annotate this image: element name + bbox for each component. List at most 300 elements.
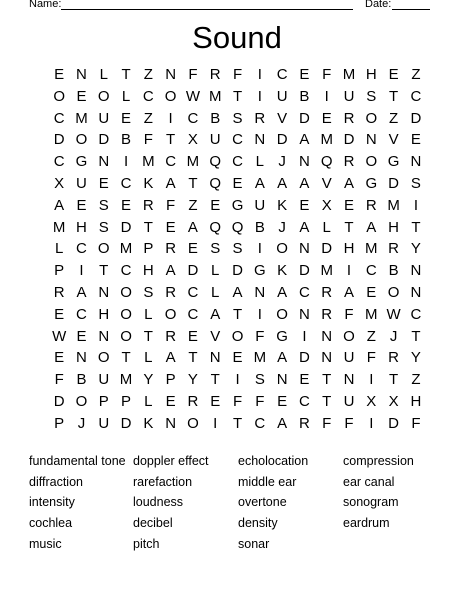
grid-letter: R [254, 109, 266, 127]
grid-letter: Q [231, 218, 244, 236]
grid-letter: T [143, 327, 153, 345]
grid-letter: X [187, 131, 198, 149]
word-list-item: eardrum [343, 516, 390, 531]
grid-letter: S [366, 87, 377, 105]
grid-letter: W [52, 327, 67, 345]
grid-letter: B [388, 262, 399, 280]
grid-letter: R [187, 392, 199, 410]
grid-letter: I [257, 87, 262, 105]
grid-letter: C [232, 153, 243, 171]
worksheet-header [0, 0, 474, 14]
grid-letter: A [299, 174, 310, 192]
grid-letter: U [209, 131, 221, 149]
grid-letter: I [213, 414, 218, 432]
grid-letter: R [321, 283, 333, 301]
word-list-item: fundamental tone [29, 454, 126, 468]
grid-letter: Q [320, 153, 333, 171]
grid-letter: I [346, 262, 352, 280]
grid-letter: F [232, 392, 243, 410]
grid-letter: T [344, 218, 354, 236]
grid-letter: R [388, 349, 400, 367]
grid-letter: C [187, 109, 199, 127]
grid-letter: Z [411, 66, 421, 83]
grid-letter: L [121, 87, 131, 105]
grid-letter: T [411, 327, 421, 345]
grid-letter: F [411, 414, 421, 432]
grid-letter: O [75, 131, 88, 149]
grid-letter: L [144, 349, 153, 367]
grid-letter: E [299, 371, 310, 389]
word-search-grid [48, 64, 427, 435]
grid-letter: N [321, 327, 333, 345]
grid-letter: P [143, 240, 154, 258]
grid-letter: S [210, 240, 221, 258]
grid-letter: L [211, 283, 220, 301]
grid-letter: E [165, 218, 176, 236]
grid-letter: P [165, 371, 176, 389]
grid-letter: G [253, 262, 266, 280]
grid-letter: O [387, 283, 400, 301]
grid-letter: F [166, 196, 176, 214]
grid-letter: T [99, 262, 109, 280]
grid-letter: F [255, 392, 265, 410]
grid-letter: R [53, 283, 65, 301]
grid-letter: T [121, 66, 131, 83]
grid-letter: F [54, 371, 64, 389]
grid-letter: T [210, 371, 220, 389]
grid-letter: D [298, 109, 310, 127]
grid-letter: N [98, 153, 110, 171]
grid-letter: E [388, 66, 399, 83]
grid-letter: M [387, 196, 400, 214]
grid-letter: C [76, 305, 87, 323]
grid-letter: J [77, 414, 86, 432]
grid-letter: Z [366, 327, 376, 345]
grid-letter: N [410, 283, 422, 301]
grid-letter: E [121, 196, 132, 214]
grid-letter: C [298, 392, 310, 410]
grid-letter: V [388, 131, 399, 149]
grid-letter: B [299, 87, 310, 105]
grid-letter: O [343, 327, 355, 345]
grid-letter: O [120, 327, 132, 345]
grid-letter: Y [187, 371, 198, 389]
grid-letter: M [142, 153, 155, 171]
grid-letter: D [298, 262, 310, 280]
grid-letter: F [322, 414, 332, 432]
grid-letter: H [388, 218, 400, 236]
word-list-item: decibel [133, 516, 173, 531]
grid-letter: T [166, 131, 176, 149]
grid-letter: N [298, 153, 310, 171]
grid-letter: Y [143, 371, 154, 389]
grid-letter: G [75, 153, 88, 171]
grid-letter: I [302, 327, 307, 345]
grid-letter: N [165, 66, 177, 83]
grid-letter: W [386, 305, 401, 323]
grid-letter: O [276, 240, 288, 258]
grid-letter: B [254, 218, 265, 236]
grid-letter: R [165, 327, 177, 345]
grid-letter: S [143, 283, 154, 301]
grid-letter: D [388, 414, 400, 432]
word-list-item: cochlea [29, 516, 73, 531]
grid-letter: N [254, 131, 266, 149]
grid-letter: T [389, 371, 399, 389]
grid-letter: C [165, 153, 177, 171]
grid-letter: D [410, 109, 422, 127]
grid-letter: O [164, 87, 177, 105]
grid-letter: Z [143, 109, 153, 127]
grid-letter: U [343, 349, 355, 367]
grid-letter: R [298, 414, 310, 432]
grid-letter: N [410, 262, 422, 280]
grid-letter: L [211, 262, 220, 280]
grid-letter: U [254, 196, 266, 214]
grid-letter: M [320, 131, 333, 149]
grid-letter: E [76, 196, 87, 214]
grid-letter: M [119, 371, 133, 389]
grid-letter: G [276, 327, 288, 345]
grid-letter: U [343, 87, 355, 105]
grid-letter: E [299, 196, 310, 214]
grid-letter: W [185, 87, 201, 105]
grid-letter: A [254, 174, 265, 192]
grid-letter: F [255, 327, 265, 345]
grid-letter: U [276, 87, 288, 105]
grid-letter: N [209, 349, 221, 367]
grid-letter: D [98, 131, 110, 149]
grid-letter: N [276, 371, 288, 389]
grid-letter: T [232, 87, 243, 105]
word-list-item: ear canal [343, 474, 395, 489]
grid-letter: E [410, 131, 421, 149]
grid-letter: D [53, 392, 65, 410]
grid-letter: D [120, 414, 132, 432]
grid-letter: M [52, 218, 66, 236]
grid-letter: M [320, 262, 333, 280]
grid-letter: T [188, 349, 198, 367]
grid-letter: E [54, 305, 65, 323]
grid-letter: M [119, 240, 133, 258]
grid-letter: V [277, 109, 288, 127]
grid-letter: I [235, 371, 240, 389]
grid-letter: S [254, 371, 265, 389]
grid-letter: N [76, 349, 87, 367]
grid-letter: A [344, 174, 355, 192]
grid-letter: K [143, 174, 154, 192]
word-list [29, 451, 449, 554]
grid-letter: P [121, 392, 132, 410]
grid-letter: N [254, 283, 266, 301]
word-list-item: doppler effect [133, 454, 209, 468]
grid-letter: O [187, 414, 199, 432]
word-list-item: sonogram [343, 495, 399, 510]
grid-letter: A [277, 174, 288, 192]
grid-letter: K [277, 196, 288, 214]
word-list-item: overtone [238, 495, 287, 510]
grid-letter: A [210, 305, 221, 323]
grid-letter: E [121, 109, 132, 127]
grid-letter: F [322, 66, 332, 83]
grid-letter: J [278, 218, 286, 236]
grid-letter: O [365, 109, 378, 127]
grid-letter: E [187, 240, 198, 258]
grid-letter: R [165, 240, 177, 258]
grid-letter: C [365, 262, 377, 280]
grid-letter: A [76, 283, 87, 301]
grid-letter: A [187, 218, 198, 236]
grid-letter: R [343, 109, 355, 127]
grid-letter: B [121, 131, 132, 149]
grid-letter: Q [209, 218, 222, 236]
grid-letter: V [210, 327, 221, 345]
grid-letter: D [298, 349, 310, 367]
grid-letter: S [410, 174, 421, 192]
grid-letter: I [369, 414, 374, 432]
grid-letter: R [165, 283, 177, 301]
word-list-item: loudness [133, 495, 184, 510]
grid-letter: A [277, 283, 288, 301]
grid-letter: I [413, 196, 418, 214]
grid-letter: E [210, 392, 221, 410]
grid-letter: U [98, 109, 110, 127]
grid-letter: Q [209, 174, 222, 192]
grid-letter: S [98, 196, 109, 214]
grid-letter: N [343, 371, 355, 389]
grid-letter: T [411, 218, 421, 236]
grid-letter: T [322, 392, 332, 410]
grid-letter: D [343, 131, 355, 149]
grid-letter: X [321, 196, 332, 214]
grid-letter: D [321, 240, 333, 258]
grid-letter: I [123, 153, 129, 171]
grid-letter: K [277, 262, 288, 280]
grid-letter: D [120, 218, 132, 236]
grid-letter: H [98, 305, 110, 323]
grid-letter: F [344, 305, 354, 323]
word-list-item: sonar [238, 536, 270, 551]
grid-letter: T [322, 371, 332, 389]
word-list-item: density [238, 516, 278, 531]
grid-letter: N [410, 153, 422, 171]
grid-letter: O [97, 87, 110, 105]
grid-letter: E [366, 283, 377, 301]
grid-letter: U [98, 414, 110, 432]
date-blank-line [392, 9, 430, 10]
grid-letter: Y [410, 240, 421, 258]
grid-letter: C [120, 174, 132, 192]
grid-letter: I [257, 66, 262, 83]
grid-letter: X [366, 392, 377, 410]
grid-letter: H [76, 218, 87, 236]
grid-letter: R [343, 153, 355, 171]
grid-letter: H [343, 240, 355, 258]
grid-letter: C [276, 66, 288, 83]
grid-letter: N [321, 349, 333, 367]
grid-letter: O [164, 305, 177, 323]
grid-letter: M [186, 153, 200, 171]
grid-letter: P [98, 392, 109, 410]
grid-letter: O [97, 240, 110, 258]
grid-letter: T [232, 414, 243, 432]
grid-letter: I [369, 371, 374, 389]
grid-letter: N [165, 414, 177, 432]
grid-letter: C [254, 414, 266, 432]
grid-letter: O [75, 392, 88, 410]
grid-letter: E [344, 196, 355, 214]
grid-letter: E [54, 349, 65, 367]
grid-letter: U [76, 174, 87, 192]
grid-letter: Z [411, 371, 421, 389]
grid-letter: A [232, 283, 243, 301]
grid-letter: T [389, 87, 399, 105]
grid-letter: S [232, 109, 243, 127]
grid-letter: X [388, 392, 399, 410]
grid-letter: R [209, 66, 221, 83]
grid-letter: F [188, 66, 198, 83]
grid-letter: P [54, 262, 65, 280]
grid-letter: Y [410, 349, 421, 367]
grid-letter: R [365, 196, 377, 214]
name-blank-line [61, 9, 353, 10]
grid-letter: A [165, 174, 176, 192]
word-list-item: echolocation [238, 454, 309, 468]
grid-letter: D [53, 131, 65, 149]
grid-letter: D [232, 262, 243, 280]
grid-letter: N [298, 305, 310, 323]
grid-letter: I [257, 305, 262, 323]
grid-letter: A [54, 196, 65, 214]
grid-letter: C [142, 87, 154, 105]
grid-letter: O [120, 305, 132, 323]
grid-letter: E [299, 66, 310, 83]
grid-letter: G [231, 196, 244, 214]
grid-letter: S [98, 218, 109, 236]
grid-letter: C [410, 87, 422, 105]
grid-letter: N [98, 327, 110, 345]
grid-letter: N [298, 240, 310, 258]
grid-letter: C [53, 109, 65, 127]
grid-letter: O [120, 283, 132, 301]
grid-letter: U [98, 371, 110, 389]
grid-letter: E [76, 87, 87, 105]
grid-letter: N [98, 283, 110, 301]
grid-letter: C [298, 283, 310, 301]
grid-letter: L [144, 392, 153, 410]
grid-letter: C [232, 131, 243, 149]
grid-letter: H [142, 262, 154, 280]
word-list-item: compression [343, 454, 414, 468]
grid-letter: B [76, 371, 87, 389]
grid-letter: A [277, 349, 288, 367]
word-list-item: music [29, 536, 62, 551]
grid-letter: D [276, 131, 288, 149]
grid-letter: O [276, 305, 288, 323]
grid-letter: D [388, 174, 400, 192]
grid-letter: I [79, 262, 84, 280]
grid-letter: X [54, 174, 65, 192]
grid-letter: A [277, 414, 288, 432]
grid-letter: P [54, 414, 65, 432]
grid-letter: A [366, 218, 377, 236]
grid-letter: B [210, 109, 221, 127]
grid-letter: E [165, 392, 176, 410]
grid-letter: H [410, 392, 422, 410]
word-list-item: rarefaction [133, 474, 193, 489]
grid-letter: C [187, 283, 199, 301]
grid-letter: J [389, 327, 398, 345]
grid-letter: C [187, 305, 199, 323]
grid-letter: M [75, 109, 88, 127]
grid-letter: E [98, 174, 109, 192]
grid-letter: N [76, 66, 87, 83]
grid-letter: E [187, 327, 198, 345]
grid-letter: D [187, 262, 199, 280]
grid-letter: Q [209, 153, 222, 171]
grid-letter: F [366, 349, 376, 367]
grid-letter: F [344, 414, 354, 432]
grid-letter: L [99, 66, 108, 83]
grid-letter: T [143, 218, 153, 236]
grid-letter: F [232, 66, 243, 83]
grid-letter: L [322, 218, 331, 236]
grid-letter: C [410, 305, 422, 323]
grid-letter: I [257, 240, 262, 258]
grid-letter: S [232, 240, 243, 258]
grid-letter: R [321, 305, 333, 323]
grid-letter: E [232, 349, 243, 367]
grid-letter: T [232, 305, 243, 323]
grid-letter: M [365, 240, 378, 258]
grid-letter: C [53, 153, 65, 171]
word-list-item: middle ear [238, 474, 297, 489]
grid-letter: Z [188, 196, 198, 214]
grid-letter: A [165, 349, 176, 367]
grid-letter: I [168, 109, 173, 127]
grid-letter: M [253, 349, 267, 367]
grid-letter: G [387, 153, 400, 171]
grid-letter: E [321, 109, 332, 127]
grid-letter: L [54, 240, 64, 258]
grid-letter: Z [389, 109, 399, 127]
grid-letter: V [321, 174, 332, 192]
page-title: Sound [192, 20, 282, 55]
word-list-item: intensity [29, 495, 75, 510]
grid-letter: O [365, 153, 378, 171]
name-label: Name: [29, 0, 62, 10]
grid-letter: A [299, 218, 310, 236]
date-label: Date: [365, 0, 392, 10]
grid-letter: O [97, 349, 110, 367]
word-list-item: diffraction [29, 474, 83, 489]
grid-letter: E [277, 392, 288, 410]
grid-letter: A [165, 262, 176, 280]
grid-letter: A [299, 131, 310, 149]
grid-letter: E [54, 66, 65, 83]
grid-letter: F [143, 131, 153, 149]
grid-letter: N [365, 131, 377, 149]
grid-letter: I [324, 87, 329, 105]
grid-letter: U [343, 392, 355, 410]
grid-letter: E [232, 174, 243, 192]
grid-letter: Z [143, 66, 153, 83]
grid-letter: E [76, 327, 87, 345]
grid-letter: O [231, 327, 244, 345]
word-list-item: pitch [133, 536, 160, 551]
grid-letter: K [143, 414, 154, 432]
grid-letter: G [365, 174, 378, 192]
